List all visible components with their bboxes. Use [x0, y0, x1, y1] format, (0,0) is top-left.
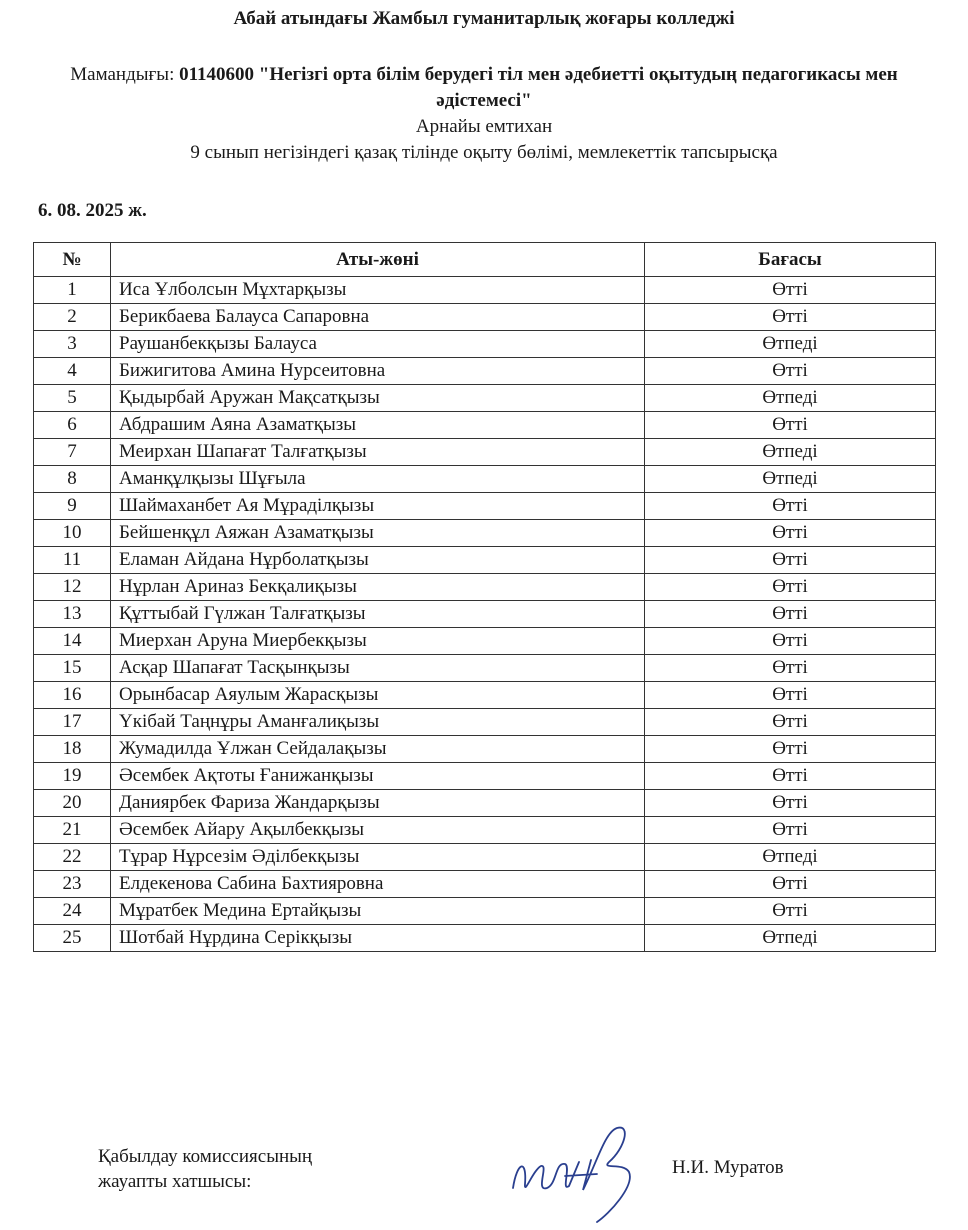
row-name: Елдекенова Сабина Бахтияровна [111, 871, 645, 898]
row-num: 12 [34, 574, 111, 601]
row-name: Бейшенқұл Аяжан Азаматқызы [111, 520, 645, 547]
row-num: 15 [34, 655, 111, 682]
row-grade: Өтті [645, 304, 936, 331]
row-num: 9 [34, 493, 111, 520]
row-name: Қыдырбай Аружан Мақсатқызы [111, 385, 645, 412]
row-name: Тұрар Нұрсезім Әділбекқызы [111, 844, 645, 871]
row-num: 22 [34, 844, 111, 871]
row-name: Миерхан Аруна Миербекқызы [111, 628, 645, 655]
specialty-value: 01140600 "Негізгі орта білім берудегі тіл мен әдебиетті оқытудың педагогикасы мен әдістемесі" [179, 64, 898, 111]
row-grade: Өтті [645, 493, 936, 520]
row-grade: Өтпеді [645, 844, 936, 871]
row-num: 4 [34, 358, 111, 385]
row-grade: Өтті [645, 817, 936, 844]
row-num: 10 [34, 520, 111, 547]
row-grade: Өтті [645, 574, 936, 601]
row-num: 7 [34, 439, 111, 466]
row-grade: Өтпеді [645, 385, 936, 412]
table-row [34, 358, 936, 385]
table-row [34, 520, 936, 547]
exam-type: Арнайы емтихан [415, 116, 553, 137]
row-name: Бижигитова Амина Нурсеитовна [111, 358, 645, 385]
row-num: 14 [34, 628, 111, 655]
row-grade: Өтті [645, 763, 936, 790]
row-num: 25 [34, 925, 111, 952]
row-name: Әсембек Айару Ақылбекқызы [111, 817, 645, 844]
table-row [34, 655, 936, 682]
row-name: Иса Ұлболсын Мұхтарқызы [111, 277, 645, 304]
table-row [34, 898, 936, 925]
row-name: Даниярбек Фариза Жандарқызы [111, 790, 645, 817]
row-name: Үкібай Таңнұры Аманғалиқызы [111, 709, 645, 736]
table-body [34, 277, 936, 952]
table-row [34, 277, 936, 304]
table-row [34, 736, 936, 763]
row-grade: Өтті [645, 790, 936, 817]
row-grade: Өтті [645, 709, 936, 736]
table-row [34, 628, 936, 655]
row-num: 13 [34, 601, 111, 628]
table-row [34, 682, 936, 709]
row-grade: Өтті [645, 601, 936, 628]
row-grade: Өтпеді [645, 466, 936, 493]
row-num: 5 [34, 385, 111, 412]
row-name: Шотбай Нұрдина Серікқызы [111, 925, 645, 952]
row-num: 11 [34, 547, 111, 574]
signer-role-line2: жауапты хатшысы: [98, 1171, 252, 1192]
row-num: 18 [34, 736, 111, 763]
signer-name: Н.И. Муратов [672, 1157, 784, 1178]
row-name: Раушанбекқызы Балауса [111, 331, 645, 358]
table-row [34, 790, 936, 817]
table-row [34, 493, 936, 520]
row-name: Асқар Шапағат Тасқынқызы [111, 655, 645, 682]
row-grade: Өтті [645, 412, 936, 439]
row-grade: Өтті [645, 520, 936, 547]
signature [505, 1122, 655, 1226]
specialty-label: Мамандығы: [70, 64, 175, 85]
signer-role-line1: Қабылдау комиссиясының [98, 1146, 313, 1167]
table-row [34, 331, 936, 358]
row-grade: Өтпеді [645, 331, 936, 358]
table-row [34, 439, 936, 466]
table-row [34, 385, 936, 412]
row-name: Меирхан Шапағат Талғатқызы [111, 439, 645, 466]
header-num: № [34, 243, 111, 277]
table-row [34, 601, 936, 628]
row-num: 2 [34, 304, 111, 331]
row-grade: Өтті [645, 358, 936, 385]
row-name: Еламан Айдана Нұрболатқызы [111, 547, 645, 574]
row-name: Құттыбай Гүлжан Талғатқызы [111, 601, 645, 628]
row-name: Аманқұлқызы Шұғыла [111, 466, 645, 493]
row-num: 8 [34, 466, 111, 493]
row-grade: Өтті [645, 898, 936, 925]
row-grade: Өтпеді [645, 925, 936, 952]
table-row [34, 466, 936, 493]
row-num: 20 [34, 790, 111, 817]
row-num: 21 [34, 817, 111, 844]
row-num: 17 [34, 709, 111, 736]
college-title: Абай атындағы Жамбыл гуманитарлық жоғары колледжі [233, 8, 735, 29]
row-grade: Өтті [645, 682, 936, 709]
row-num: 6 [34, 412, 111, 439]
row-name: Нұрлан Ариназ Бекқалиқызы [111, 574, 645, 601]
table-row [34, 304, 936, 331]
table-row [34, 547, 936, 574]
row-grade: Өтті [645, 871, 936, 898]
row-name: Шаймаханбет Ая Мұраділқызы [111, 493, 645, 520]
header-grade: Бағасы [645, 243, 936, 277]
signer-role [98, 1144, 312, 1194]
row-name: Орынбасар Аяулым Жарасқызы [111, 682, 645, 709]
row-grade: Өтті [645, 736, 936, 763]
table-row [34, 412, 936, 439]
department: 9 сынып негізіндегі қазақ тілінде оқыту бөлімі, мемлекеттік тапсырысқа [190, 142, 778, 163]
table-row [34, 925, 936, 952]
table-row [34, 817, 936, 844]
row-num: 23 [34, 871, 111, 898]
row-num: 16 [34, 682, 111, 709]
row-name: Абдрашим Аяна Азаматқызы [111, 412, 645, 439]
table-row [34, 574, 936, 601]
table-row [34, 844, 936, 871]
exam-date: 6. 08. 2025 ж. [38, 200, 147, 221]
row-grade: Өтті [645, 547, 936, 574]
row-grade: Өтті [645, 628, 936, 655]
row-grade: Өтті [645, 277, 936, 304]
row-name: Жумадилда Ұлжан Сейдалақызы [111, 736, 645, 763]
row-num: 1 [34, 277, 111, 304]
row-name: Әсембек Ақтоты Ғанижанқызы [111, 763, 645, 790]
results-table [33, 242, 936, 952]
row-name: Берикбаева Балауса Сапаровна [111, 304, 645, 331]
table-row [34, 871, 936, 898]
row-num: 19 [34, 763, 111, 790]
table-row [34, 709, 936, 736]
row-name: Мұратбек Медина Ертайқызы [111, 898, 645, 925]
table-row [34, 763, 936, 790]
specialty [60, 62, 908, 114]
row-grade: Өтпеді [645, 439, 936, 466]
row-num: 3 [34, 331, 111, 358]
row-num: 24 [34, 898, 111, 925]
table-header-row [34, 243, 936, 277]
header-name: Аты-жөні [111, 243, 645, 277]
row-grade: Өтті [645, 655, 936, 682]
